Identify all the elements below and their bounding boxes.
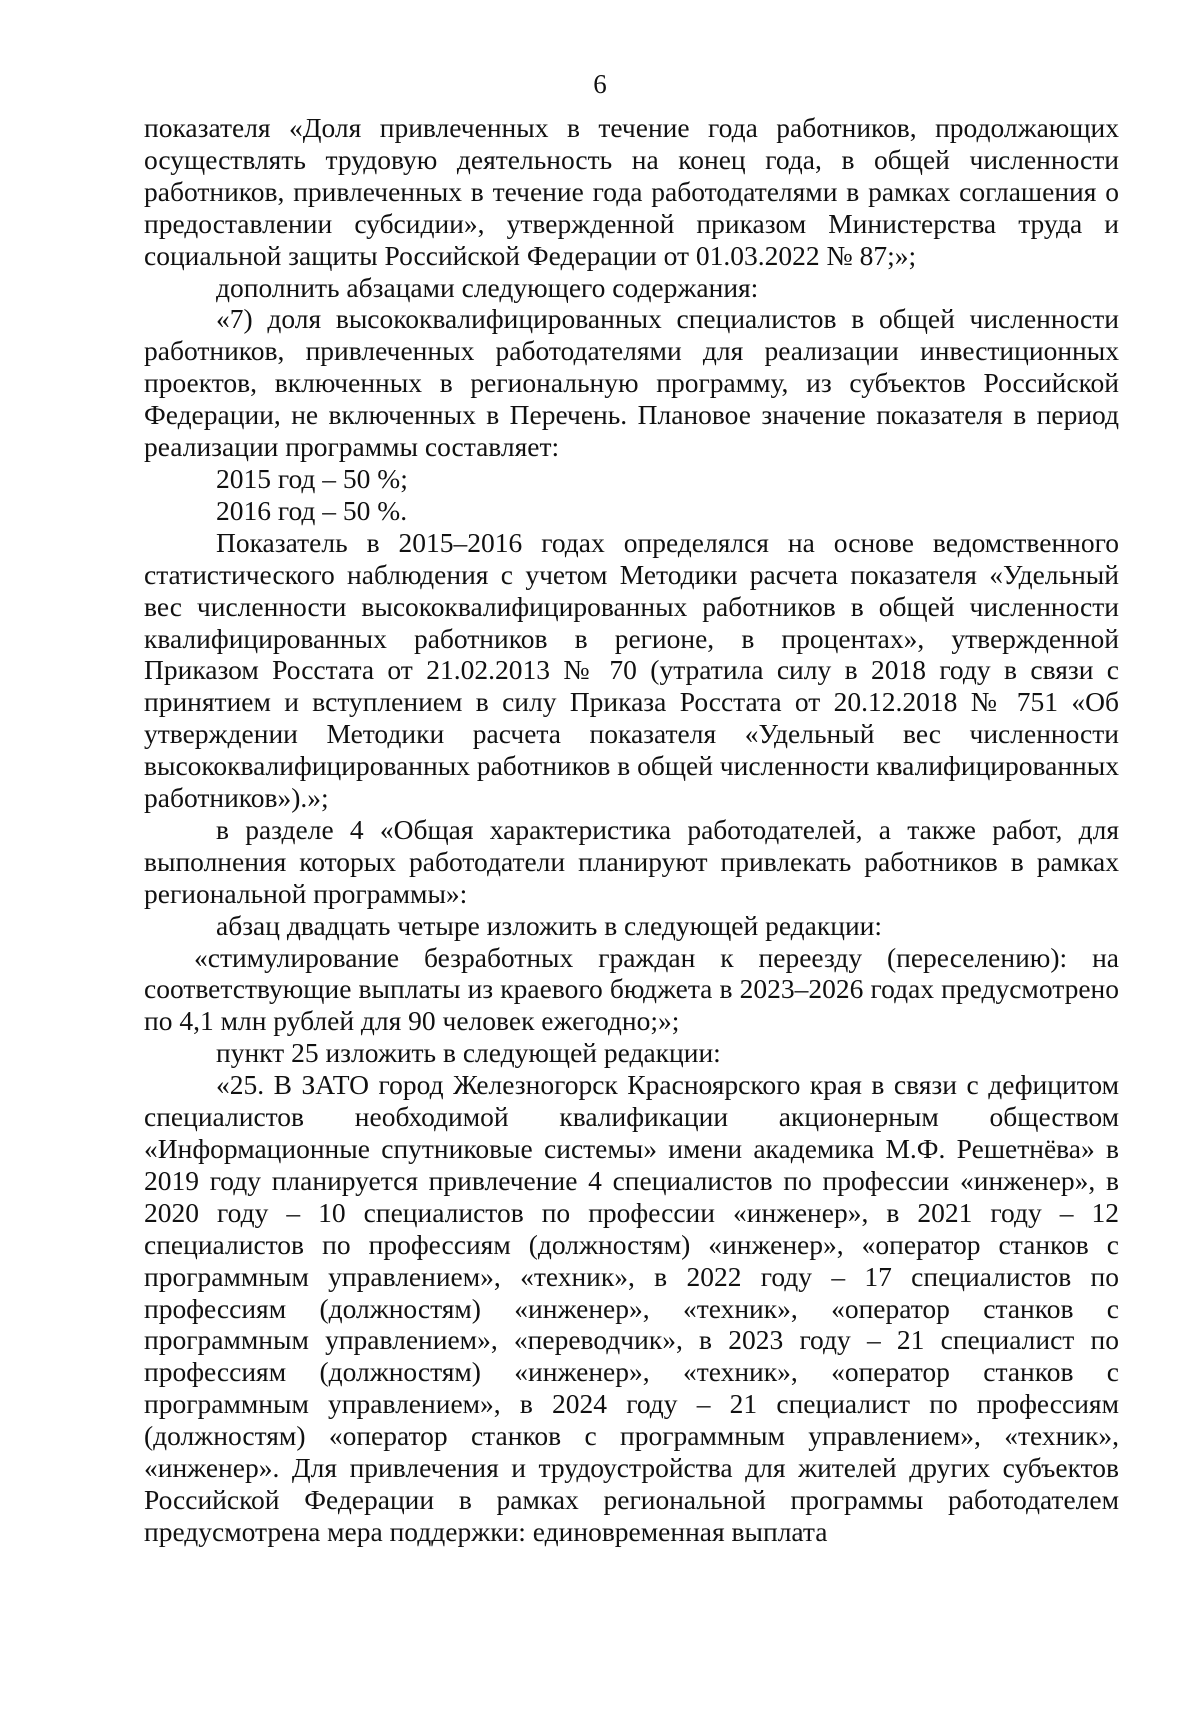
paragraph-item-25-intro: пункт 25 изложить в следующей редакции:: [216, 1037, 721, 1069]
paragraph-value-2016: 2016 год – 50 %.: [216, 494, 408, 526]
paragraph-section-4: в разделе 4 «Общая характеристика работодателей, а также работ, для выполнения которых работодатели планируют привлекать работников в рамках региональной программы»:: [144, 813, 1119, 909]
page-number: 6: [593, 69, 607, 99]
paragraph-indicator-7: «7) доля высококвалифицированных специалистов в общей численности работников, привлеченных работодателями для реализации инвестиционных проектов, включенных в региональную программу, из субъектов Российской Федерации, не включенных в Перечень. Плановое значение показателя в период реализации программы составляет:: [144, 303, 1119, 463]
paragraph-abzac-24: абзац двадцать четыре изложить в следующей редакции:: [216, 909, 883, 941]
document-body: [144, 112, 1119, 1548]
paragraph-value-2015: 2015 год – 50 %;: [216, 462, 408, 494]
paragraph-supplement-intro: дополнить абзацами следующего содержания:: [216, 271, 759, 303]
paragraph-continuation: показателя «Доля привлеченных в течение года работников, продолжающих осуществлять трудовую деятельность на конец года, в общей численности работников, привлеченных в течение года работодателями в рамках соглашения о предоставлении субсидии», утвержденной приказом Министерства труда и социальной защиты Российской Федерации от 01.03.2022 № 87;»;: [144, 112, 1119, 271]
paragraph-relocation-incentive: «стимулирование безработных граждан к переезду (переселению): на соответствующие выплаты из краевого бюджета в 2023–2026 годах предусмотрено по 4,1 млн рублей для 90 человек ежегодно;»;: [144, 941, 1119, 1037]
paragraph-indicator-methodology: Показатель в 2015–2016 годах определялся на основе ведомственного статистического наблюдения с учетом Методики расчета показателя «Удельный вес численности высококвалифицированных работников в общей численности квалифицированных работников в регионе, в процентах», утвержденной Приказом Росстата от 21.02.2013 № 70 (утратила силу в 2018 году в связи с принятием и вступлением в силу Приказа Росстата от 20.12.2018 № 751 «Об утверждении Методики расчета показателя «Удельный вес численности высококвалифицированных работников в общей численности квалифицированных работников»).»;: [144, 526, 1119, 814]
paragraph-item-25: «25. В ЗАТО город Железногорск Красноярского края в связи с дефицитом специалистов необходимой квалификации акционерным обществом «Информационные спутниковые системы» имени академика М.Ф. Решетнёва» в 2019 году планируется привлечение 4 специалистов по профессии «инженер», в 2020 году – 10 специалистов по профессии «инженер», в 2021 году – 12 специалистов по профессиям (должностям) «инженер», «оператор станков с программным управлением», «техник», в 2022 году – 17 специалистов по профессиям (должностям) «инженер», «техник», «оператор станков с программным управлением», «переводчик», в 2023 году – 21 специалист по профессиям (должностям) «инженер», «техник», «оператор станков с программным управлением», в 2024 году – 21 специалист по профессиям (должностям) «оператор станков с программным управлением», «техник», «инженер». Для привлечения и трудоустройства для жителей других субъектов Российской Федерации в рамках региональной программы работодателем предусмотрена мера поддержки: единовременная выплата: [144, 1069, 1119, 1547]
